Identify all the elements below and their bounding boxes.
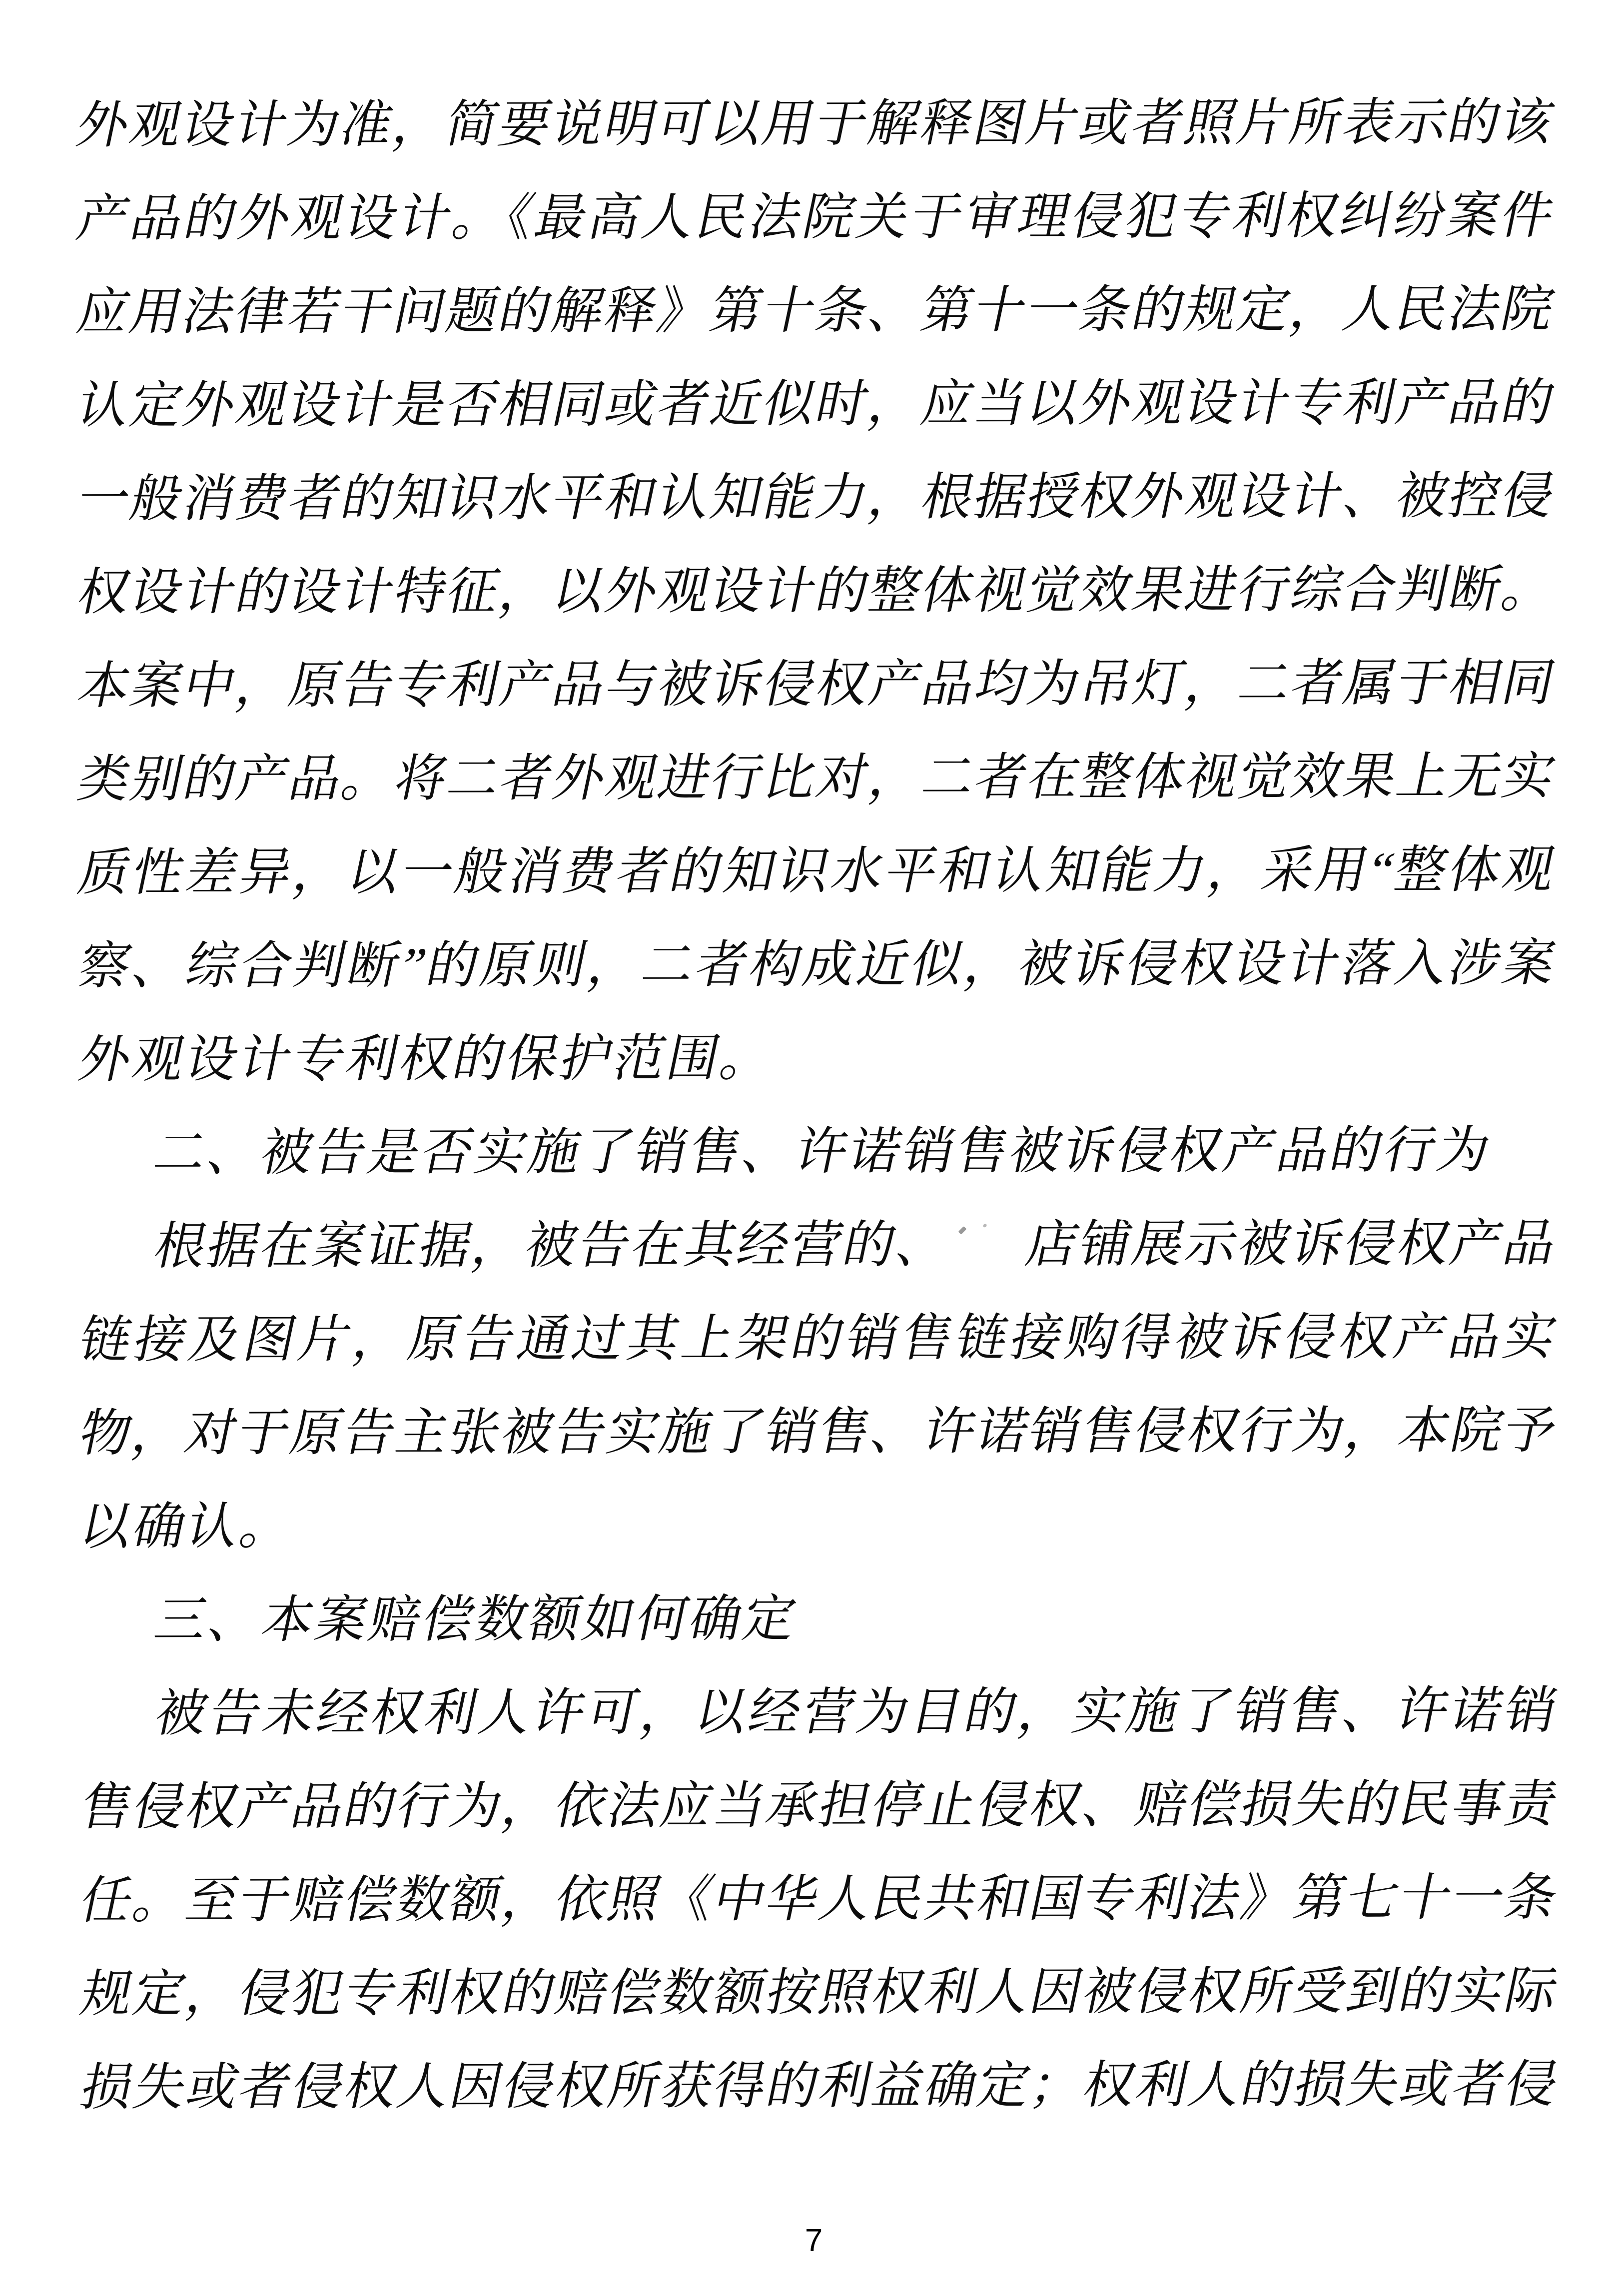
text-line: 外观设计为准，简要说明可以用于解释图片或者照片所表示的该 [71, 94, 1559, 154]
text-line: 二、被告是否实施了销售、许诺销售被诉侵权产品的行为 [149, 1122, 1498, 1182]
text-line: 三、本案赔偿数额如何确定 [149, 1591, 804, 1649]
text-line: 一般消费者的知识水平和认知能力，根据授权外观设计、被控侵 [72, 468, 1560, 528]
body-text [68, 76, 1563, 2135]
text-line: 应用法律若干问题的解释》第十条、第十一条的规定，人民法院 [72, 281, 1560, 341]
redacted-store-name [943, 1223, 1030, 1278]
text-line: 产品的外观设计。《最高人民法院关于审理侵犯专利权纠纷案件 [72, 187, 1559, 248]
text-segment: 根据在案证据，被告在其经营的、 [149, 1217, 956, 1275]
text-line: 质性差异，以一般消费者的知识水平和认知能力，采用“整体观 [73, 841, 1561, 902]
text-line: 损失或者侵权人因侵权所获得的利益确定；权利人的损失或者侵 [75, 2056, 1563, 2117]
text-line: 任。至于赔偿数额，依照《中华人民共和国专利法》第七十一条 [75, 1869, 1563, 1930]
text-line: 链接及图片，原告通过其上架的销售链接购得被诉侵权产品实 [74, 1309, 1562, 1369]
text-line: 规定，侵犯专利权的赔偿数额按照权利人因被侵权所受到的实际 [75, 1963, 1563, 2023]
text-line: 物，对于原告主张被告实施了销售、许诺销售侵权行为，本院予 [74, 1402, 1562, 1463]
text-line: 售侵权产品的行为，依法应当承担停止侵权、赔偿损失的民事责 [75, 1776, 1563, 1836]
text-line [70, 1197, 1565, 1294]
text-line: 本案中，原告专利产品与被诉侵权产品均为吊灯，二者属于相同 [73, 655, 1560, 715]
page-number: 7 [805, 2222, 823, 2259]
text-line: 以确认。 [74, 1499, 301, 1556]
text-line: 权设计的设计特征，以外观设计的整体视觉效果进行综合判断。 [72, 561, 1560, 622]
text-line: 被告未经权利人许可，以经营为目的，实施了销售、许诺销 [150, 1682, 1563, 1742]
text-segment: 店铺展示被诉侵权产品 [1019, 1215, 1562, 1274]
text-line: 认定外观设计是否相同或者近似时，应当以外观设计专利产品的 [72, 374, 1560, 435]
text-line: 类别的产品。将二者外观进行比对，二者在整体视觉效果上无实 [73, 748, 1561, 808]
text-line: 察、综合判断”的原则，二者构成近似，被诉侵权设计落入涉案 [73, 935, 1561, 995]
text-line: 外观设计专利权的保护范围。 [73, 1030, 781, 1089]
page-footer [2, 2221, 1623, 2260]
